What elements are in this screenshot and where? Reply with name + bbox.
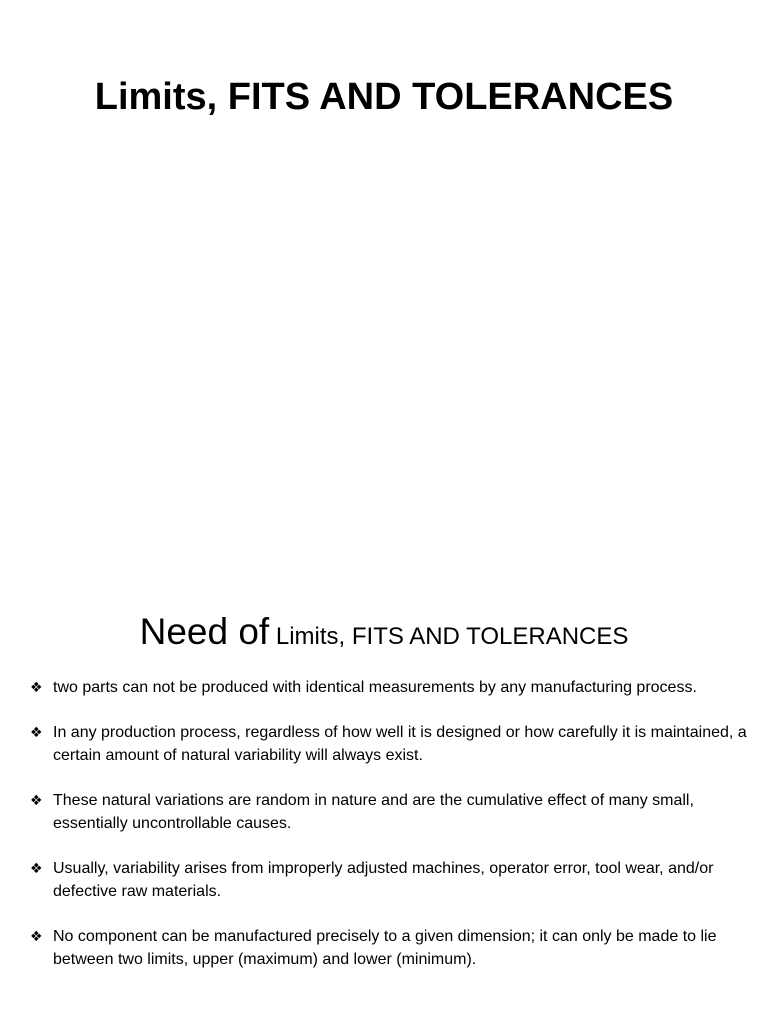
list-item (30, 789, 750, 835)
bullet-text: In any production process, regardless of how well it is designed or how carefully it is maintained, a certain amount of natural variability will always exist. (53, 724, 747, 764)
slide-heading (0, 608, 768, 661)
heading-suffix: Limits, FITS AND TOLERANCES (275, 623, 629, 650)
heading-prefix: Need of (139, 611, 270, 652)
list-item (30, 721, 750, 767)
slide-title: Limits, FITS AND TOLERANCES (94, 76, 674, 118)
diamond-bullet-icon: ❖ (30, 792, 43, 808)
diamond-bullet-icon: ❖ (30, 679, 43, 695)
list-item (30, 676, 750, 699)
bullet-text: Usually, variability arises from improperly adjusted machines, operator error, tool wear, and/or defective raw materials. (53, 860, 714, 900)
list-item (30, 857, 750, 903)
bullet-text: two parts can not be produced with identical measurements by any manufacturing process. (53, 679, 697, 696)
list-item (30, 925, 750, 971)
slide-need-of-limits (0, 572, 768, 1024)
bullet-text: These natural variations are random in nature and are the cumulative effect of many small, essentially uncontrollable causes. (53, 792, 694, 832)
diamond-bullet-icon: ❖ (30, 928, 43, 944)
diamond-bullet-icon: ❖ (30, 724, 43, 740)
bullet-text: No component can be manufactured precisely to a given dimension; it can only be made to lie between two limits, upper (maximum) and lower (minimum). (53, 928, 717, 968)
bullet-list (30, 676, 750, 993)
diamond-bullet-icon: ❖ (30, 860, 43, 876)
